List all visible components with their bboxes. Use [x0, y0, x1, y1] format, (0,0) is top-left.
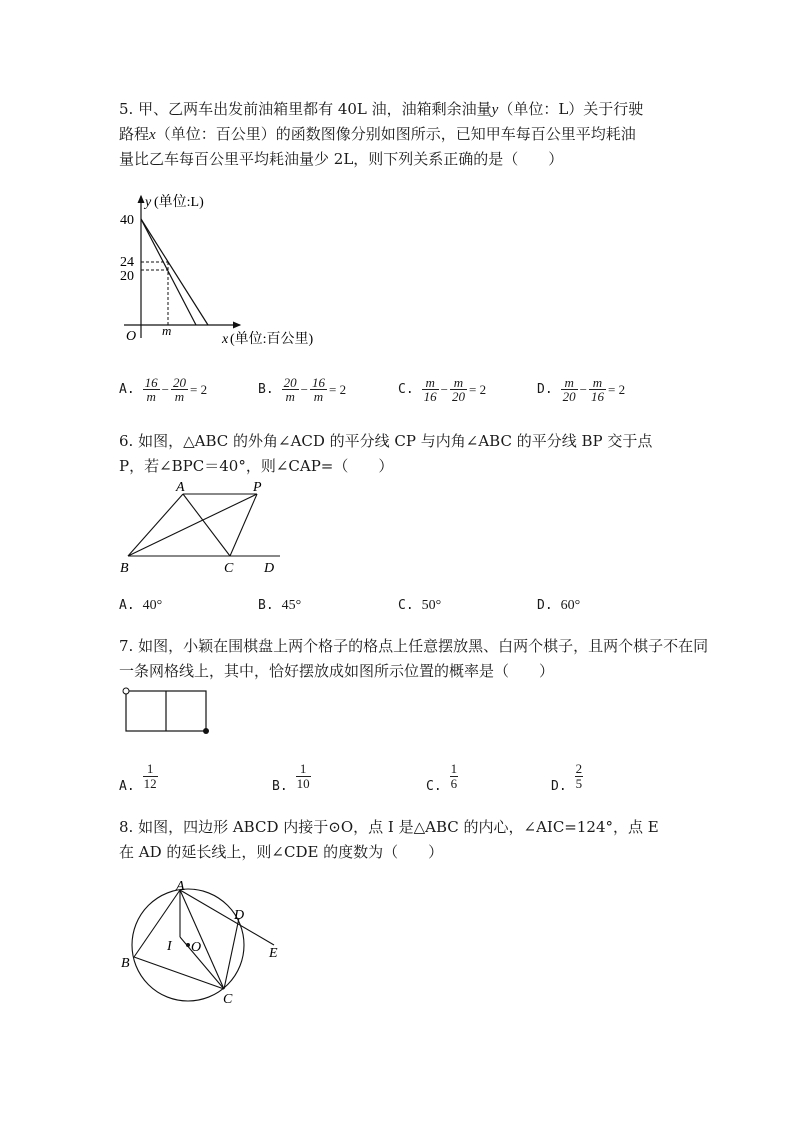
- seg-AB: [134, 890, 180, 957]
- label-I: I: [167, 939, 172, 954]
- denominator: 16: [423, 389, 437, 404]
- numerator: 20: [283, 375, 297, 390]
- line-yi: [141, 219, 208, 325]
- option-value: 40°: [142, 598, 163, 613]
- fraction: [575, 762, 584, 791]
- q6-line-1: 6. 如图，△ABC 的外角∠ACD 的平分线 CP 与内角∠ABC 的平分线 BP 交于点: [119, 432, 653, 450]
- q7-option-d[interactable]: [551, 762, 583, 794]
- fraction-1: [143, 376, 160, 403]
- numerator: 1: [296, 762, 311, 777]
- q5-option-b[interactable]: [258, 376, 348, 403]
- q6-option-b[interactable]: [258, 598, 301, 614]
- denominator: 16: [591, 389, 604, 404]
- q5-line-3: 量比乙车每百公里平均耗油量少 2L，则下列关系正确的是（ ）: [119, 150, 564, 168]
- fraction: [450, 762, 459, 791]
- label-P: P: [253, 480, 262, 495]
- denominator: m: [174, 389, 185, 404]
- center-O-dot: [186, 943, 190, 947]
- option-label: B.: [258, 381, 274, 397]
- equals-value: = 2: [329, 381, 347, 397]
- q5-line-2: 路程x（单位：百公里）的函数图像分别如图所示，已知甲车每百公里平均耗油: [119, 125, 636, 143]
- minus-sign: −: [161, 381, 169, 397]
- tick-m: m: [162, 323, 172, 338]
- numerator: m: [561, 376, 578, 390]
- q5-option-a[interactable]: [119, 376, 209, 403]
- label-B: B: [120, 561, 129, 576]
- numerator: 20: [173, 375, 186, 390]
- fraction-1: [422, 376, 439, 403]
- label-E: E: [269, 946, 278, 961]
- option-label: B.: [272, 778, 288, 794]
- option-value: 50°: [421, 598, 442, 613]
- option-label: D.: [537, 598, 553, 613]
- option-label: C.: [426, 778, 442, 794]
- label-D: D: [234, 908, 245, 923]
- label-A: A: [176, 480, 185, 495]
- q7-option-b[interactable]: [272, 762, 311, 794]
- q7-option-c[interactable]: [426, 762, 458, 794]
- q5-option-d[interactable]: [537, 376, 627, 403]
- q6-option-c[interactable]: [398, 598, 441, 614]
- fraction: [143, 762, 158, 791]
- option-label: C.: [398, 381, 414, 397]
- numerator: 2: [575, 761, 583, 776]
- label-A: A: [176, 879, 185, 894]
- label-O: O: [191, 940, 202, 955]
- equals-value: = 2: [469, 381, 487, 397]
- q7-grid-figure: [118, 684, 218, 740]
- denominator: 12: [143, 776, 157, 791]
- denominator: 20: [562, 389, 576, 404]
- option-label: A.: [119, 381, 135, 397]
- q8-line-2: 在 AD 的延长线上，则∠CDE 的度数为（ ）: [119, 843, 444, 861]
- fraction-2: [450, 376, 467, 403]
- white-stone: [123, 688, 129, 694]
- q5-fuel-graph: [110, 188, 360, 353]
- denominator: m: [146, 389, 156, 404]
- denominator: 20: [452, 389, 465, 404]
- seg-CP: [230, 494, 257, 556]
- q6-option-d[interactable]: [537, 598, 580, 614]
- denominator: 10: [296, 776, 310, 791]
- denominator: m: [285, 389, 295, 404]
- fraction: [296, 762, 311, 791]
- option-label: D.: [551, 778, 567, 794]
- option-label: A.: [119, 598, 135, 613]
- numerator: 1: [450, 761, 458, 776]
- q6-triangle-figure: [112, 478, 292, 578]
- option-label: A.: [119, 778, 135, 794]
- seg-BP: [128, 494, 257, 556]
- q8-line-1: 8. 如图，四边形 ABCD 内接于⊙O，点 I 是△ABC 的内心，∠AIC=124°，点 E: [119, 818, 659, 836]
- numerator: m: [589, 376, 606, 390]
- black-stone: [203, 728, 209, 734]
- denominator: m: [313, 389, 324, 404]
- option-label: B.: [258, 598, 274, 613]
- option-value: 45°: [281, 598, 302, 613]
- q8-circle-figure: [112, 873, 292, 1008]
- option-label: C.: [398, 598, 414, 613]
- y-axis-label: y: [145, 195, 152, 210]
- fraction-2: [310, 376, 327, 403]
- minus-sign: −: [579, 381, 587, 397]
- numerator: m: [450, 376, 467, 390]
- option-label: D.: [537, 381, 553, 397]
- y-axis-unit: (单位:L): [154, 195, 204, 210]
- tick-24: 24: [120, 255, 134, 270]
- numerator: 16: [144, 375, 158, 390]
- minus-sign: −: [440, 381, 448, 397]
- tick-20: 20: [120, 269, 134, 284]
- numerator: 1: [143, 762, 158, 777]
- q7-line-2: 一条网格线上，其中，恰好摆放成如图所示位置的概率是（ ）: [119, 662, 555, 680]
- equals-value: = 2: [190, 381, 208, 397]
- label-D: D: [264, 561, 275, 576]
- label-C: C: [224, 561, 234, 576]
- label-B: B: [121, 956, 130, 971]
- denominator: 5: [575, 776, 583, 791]
- q7-line-1: 7. 如图，小颖在围棋盘上两个格子的格点上任意摆放黑、白两个棋子，且两个棋子不在同: [119, 637, 709, 655]
- q6-line-2: P，若∠BPC＝40°，则∠CAP=（ ）: [119, 457, 394, 475]
- x-axis-unit: (单位:百公里): [230, 332, 314, 347]
- numerator: m: [422, 376, 439, 390]
- seg-BA: [128, 494, 183, 556]
- seg-AC: [180, 890, 224, 989]
- equals-value: = 2: [608, 381, 626, 397]
- tick-40: 40: [120, 213, 134, 228]
- q6-option-a[interactable]: [119, 598, 162, 614]
- x-axis-label-var: x: [222, 332, 229, 347]
- option-value: 60°: [560, 598, 581, 613]
- fraction-2: [171, 376, 188, 403]
- q7-option-a[interactable]: [119, 762, 158, 794]
- label-C: C: [223, 992, 233, 1007]
- q5-option-c[interactable]: [398, 376, 488, 403]
- fraction-2: [589, 376, 606, 403]
- fraction-1: [561, 376, 578, 403]
- line-ADE: [180, 890, 274, 945]
- fraction-1: [282, 376, 299, 403]
- origin-label: O: [126, 329, 137, 344]
- denominator: 6: [450, 776, 458, 791]
- numerator: 16: [312, 375, 325, 390]
- minus-sign: −: [300, 381, 308, 397]
- seg-AC: [183, 494, 230, 556]
- seg-CD: [224, 918, 239, 989]
- q5-line-1: 5. 甲、乙两车出发前油箱里都有 40L 油，油箱剩余油量y（单位：L）关于行驶: [119, 100, 644, 118]
